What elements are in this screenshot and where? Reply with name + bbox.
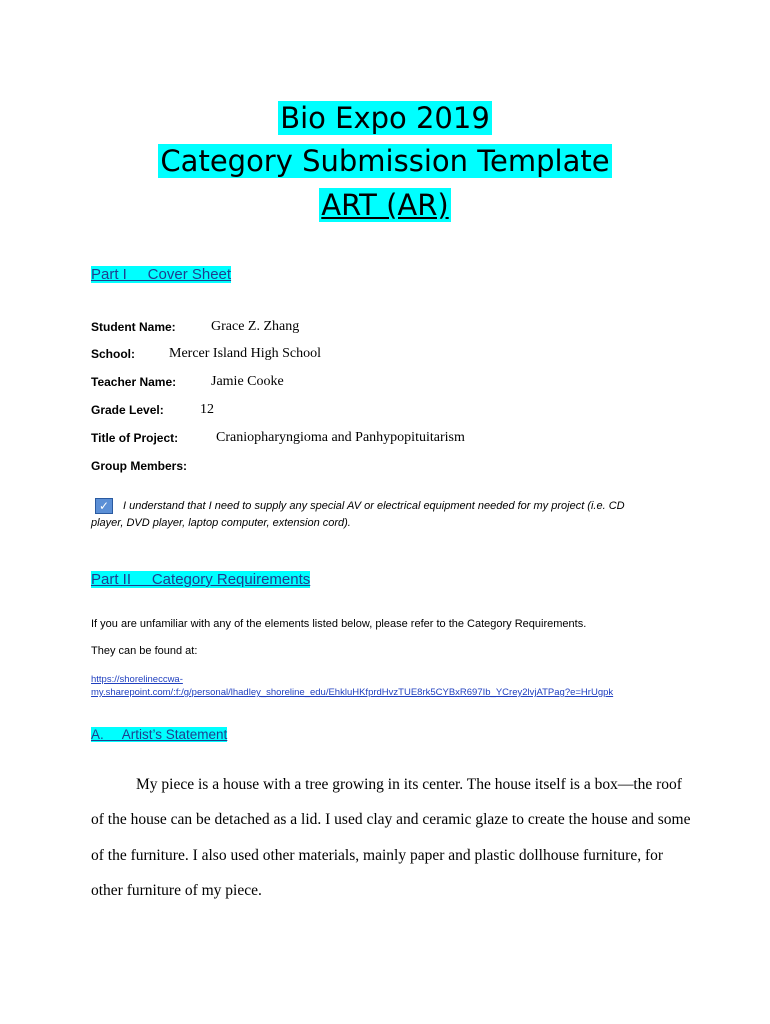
part2-heading: Part II Category Requirements (91, 571, 311, 588)
school-value: Mercer Island High School (169, 346, 322, 361)
section-a-heading: A. Artist’s Statement (91, 727, 228, 742)
checkmark-icon: ✓ (98, 499, 110, 513)
checkbox-text-line-2: player, DVD player, laptop computer, extension cord). (91, 517, 351, 529)
teacher-label: Teacher Name: (91, 375, 177, 389)
av-equipment-checkbox[interactable] (95, 498, 113, 514)
category-requirements-link-line-1[interactable]: https://shorelineccwa- (91, 674, 183, 685)
school-label: School: (91, 347, 135, 361)
grade-label: Grade Level: (91, 403, 164, 417)
grade-value: 12 (200, 402, 214, 417)
checkbox-text-line-1: I understand that I need to supply any special AV or electrical equipment needed for my project (i.e. CD (123, 500, 625, 512)
title-line-1 (0, 100, 770, 136)
student-name-label: Student Name: (91, 320, 176, 334)
statement-line-3: of the furniture. I also used other materials, mainly paper and plastic dollhouse furniture, for (91, 847, 664, 864)
title-line-2 (0, 143, 770, 179)
part2-intro: If you are unfamiliar with any of the elements listed below, please refer to the Category Requirements. (91, 618, 587, 630)
teacher-value: Jamie Cooke (211, 374, 284, 389)
statement-line-1: My piece is a house with a tree growing in its center. The house itself is a box—the roof (136, 776, 682, 793)
title-line-3 (0, 187, 770, 223)
statement-line-2: of the house can be detached as a lid. I used clay and ceramic glaze to create the house and some (91, 811, 691, 828)
statement-line-4: other furniture of my piece. (91, 882, 262, 899)
part1-heading: Part I Cover Sheet (91, 266, 232, 283)
part2-found-at: They can be found at: (91, 645, 198, 657)
project-title-value: Craniopharyngioma and Panhypopituitarism (216, 430, 465, 445)
title-expo: Bio Expo 2019 (280, 101, 490, 135)
project-title-label: Title of Project: (91, 431, 179, 445)
title-category: ART (AR) (321, 188, 449, 222)
student-name-value: Grace Z. Zhang (211, 319, 300, 334)
title-template: Category Submission Template (160, 144, 610, 178)
category-requirements-link-line-2[interactable]: my.sharepoint.com/:f:/g/personal/lhadley_shoreline_edu/EhkluHKfprdHvzTUE8rk5CYBxR697Ib_YCrey2lvjATPag?e=HrUgpk (91, 687, 614, 698)
group-members-label: Group Members: (91, 459, 188, 473)
